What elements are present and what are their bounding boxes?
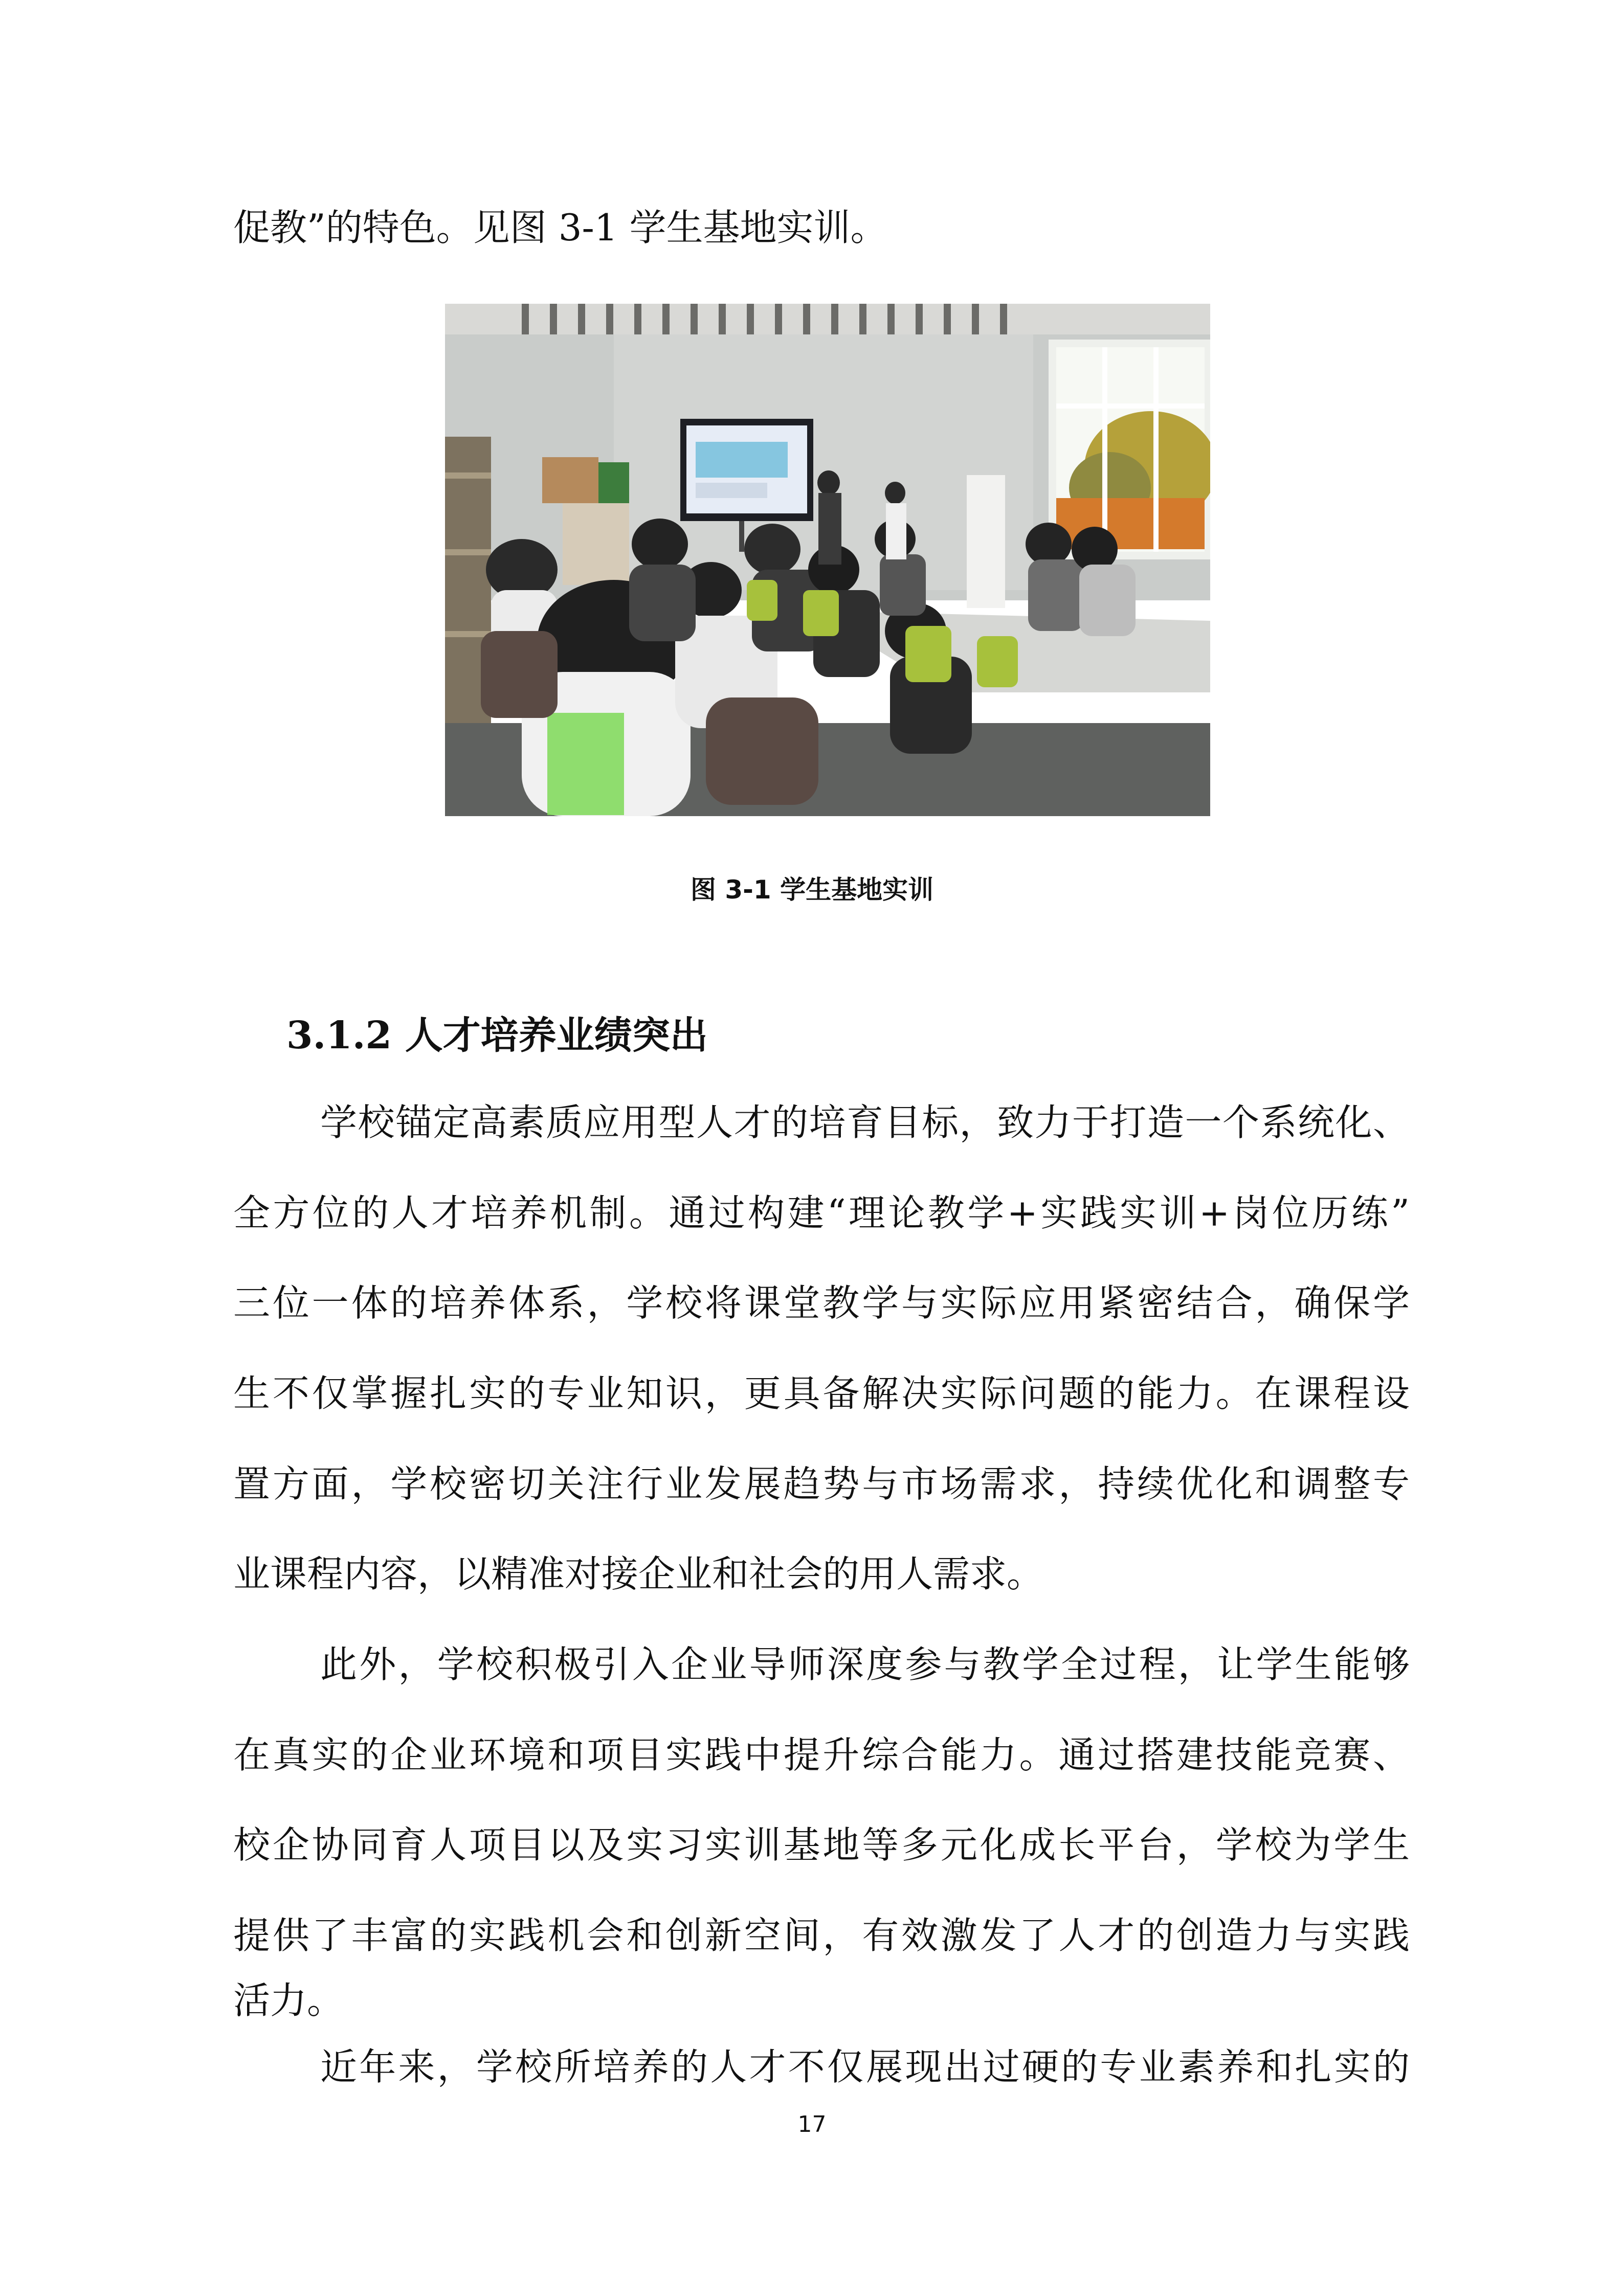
paragraph-line: 学校锚定高素质应用型人才的培育目标，致力于打造一个系统化、: [320, 1101, 1410, 1144]
paragraph-line: 全方位的人才培养机制。通过构建“理论教学+实践实训+岗位历练”: [233, 1191, 1410, 1234]
figure-caption: 图 3-1 学生基地实训: [690, 875, 934, 905]
intro-line: 促教”的特色。见图 3-1 学生基地实训。: [233, 206, 887, 249]
paragraph-line: 活力。: [233, 1979, 344, 2022]
paragraph-line: 三位一体的培养体系，学校将课堂教学与实际应用紧密结合，确保学: [233, 1281, 1410, 1324]
classroom-training-photo: [445, 304, 1210, 816]
paragraph-line: 生不仅掌握扎实的专业知识，更具备解决实际问题的能力。在课程设: [233, 1372, 1410, 1415]
paragraph-line: 置方面，学校密切关注行业发展趋势与市场需求，持续优化和调整专: [233, 1462, 1410, 1505]
paragraph-line: 业课程内容，以精准对接企业和社会的用人需求。: [233, 1552, 1044, 1595]
paragraph-line: 在真实的企业环境和项目实践中提升综合能力。通过搭建技能竞赛、: [233, 1734, 1410, 1776]
page-number: 17: [797, 2111, 827, 2137]
paragraph-line: 此外，学校积极引入企业导师深度参与教学全过程，让学生能够: [320, 1643, 1410, 1686]
paragraph-line: 校企协同育人项目以及实习实训基地等多元化成长平台，学校为学生: [233, 1824, 1410, 1866]
section-heading: 3.1.2 人才培养业绩突出: [286, 1014, 708, 1057]
paragraph-line: 近年来，学校所培养的人才不仅展现出过硬的专业素养和扎实的: [320, 2045, 1410, 2088]
paragraph-line: 提供了丰富的实践机会和创新空间，有效激发了人才的创造力与实践: [233, 1914, 1410, 1957]
